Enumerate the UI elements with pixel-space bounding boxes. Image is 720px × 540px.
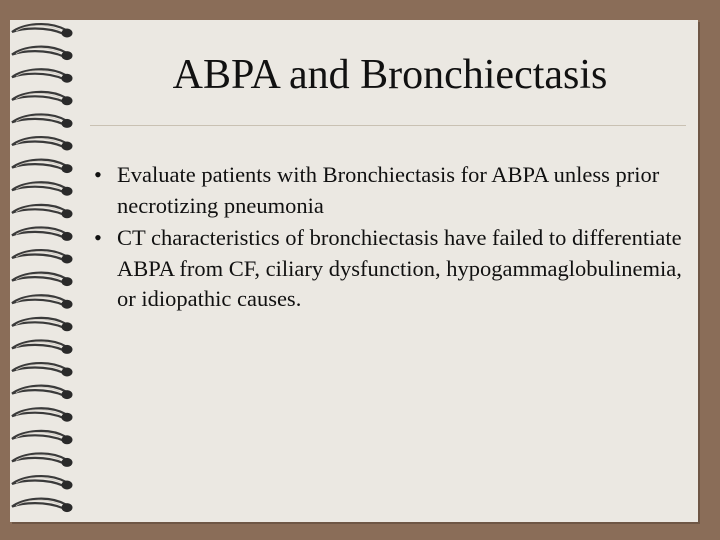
binding-ring <box>12 273 73 286</box>
slide-title: ABPA and Bronchiectasis <box>172 52 608 98</box>
bullet-item <box>86 223 696 315</box>
binding-ring <box>12 92 73 105</box>
binding-ring <box>12 114 73 127</box>
binding-ring <box>12 386 73 399</box>
binding-ring <box>12 453 73 466</box>
binding-ring <box>12 250 73 263</box>
binding-ring <box>12 408 73 421</box>
title-divider <box>90 125 686 126</box>
bullet-item <box>86 160 696 221</box>
bullet-text: CT characteristics of bronchiectasis have failed to differentiate ABPA from CF, ciliary dysfunction, hypogammaglobulinemia, or idiopathic causes. <box>117 225 682 312</box>
bullet-icon: • <box>94 162 102 187</box>
binding-ring <box>12 431 73 444</box>
binding-ring <box>12 227 73 240</box>
bullet-list <box>86 160 696 317</box>
binding-ring <box>12 47 73 60</box>
binding-ring <box>12 69 73 82</box>
binding-ring <box>12 318 73 331</box>
binding-ring <box>12 363 73 376</box>
binding-ring <box>12 476 73 489</box>
binding-ring <box>12 340 73 353</box>
bullet-icon: • <box>94 225 102 251</box>
binding-ring <box>12 24 73 37</box>
binding-ring <box>12 160 73 173</box>
spiral-binding <box>0 0 90 540</box>
binding-ring <box>12 182 73 195</box>
binding-ring <box>12 499 73 512</box>
binding-ring <box>12 137 73 150</box>
bullet-text: Evaluate patients with Bronchiectasis for ABPA unless prior necrotizing pneumonia <box>117 162 660 218</box>
binding-ring <box>12 205 73 218</box>
binding-ring <box>12 295 73 308</box>
